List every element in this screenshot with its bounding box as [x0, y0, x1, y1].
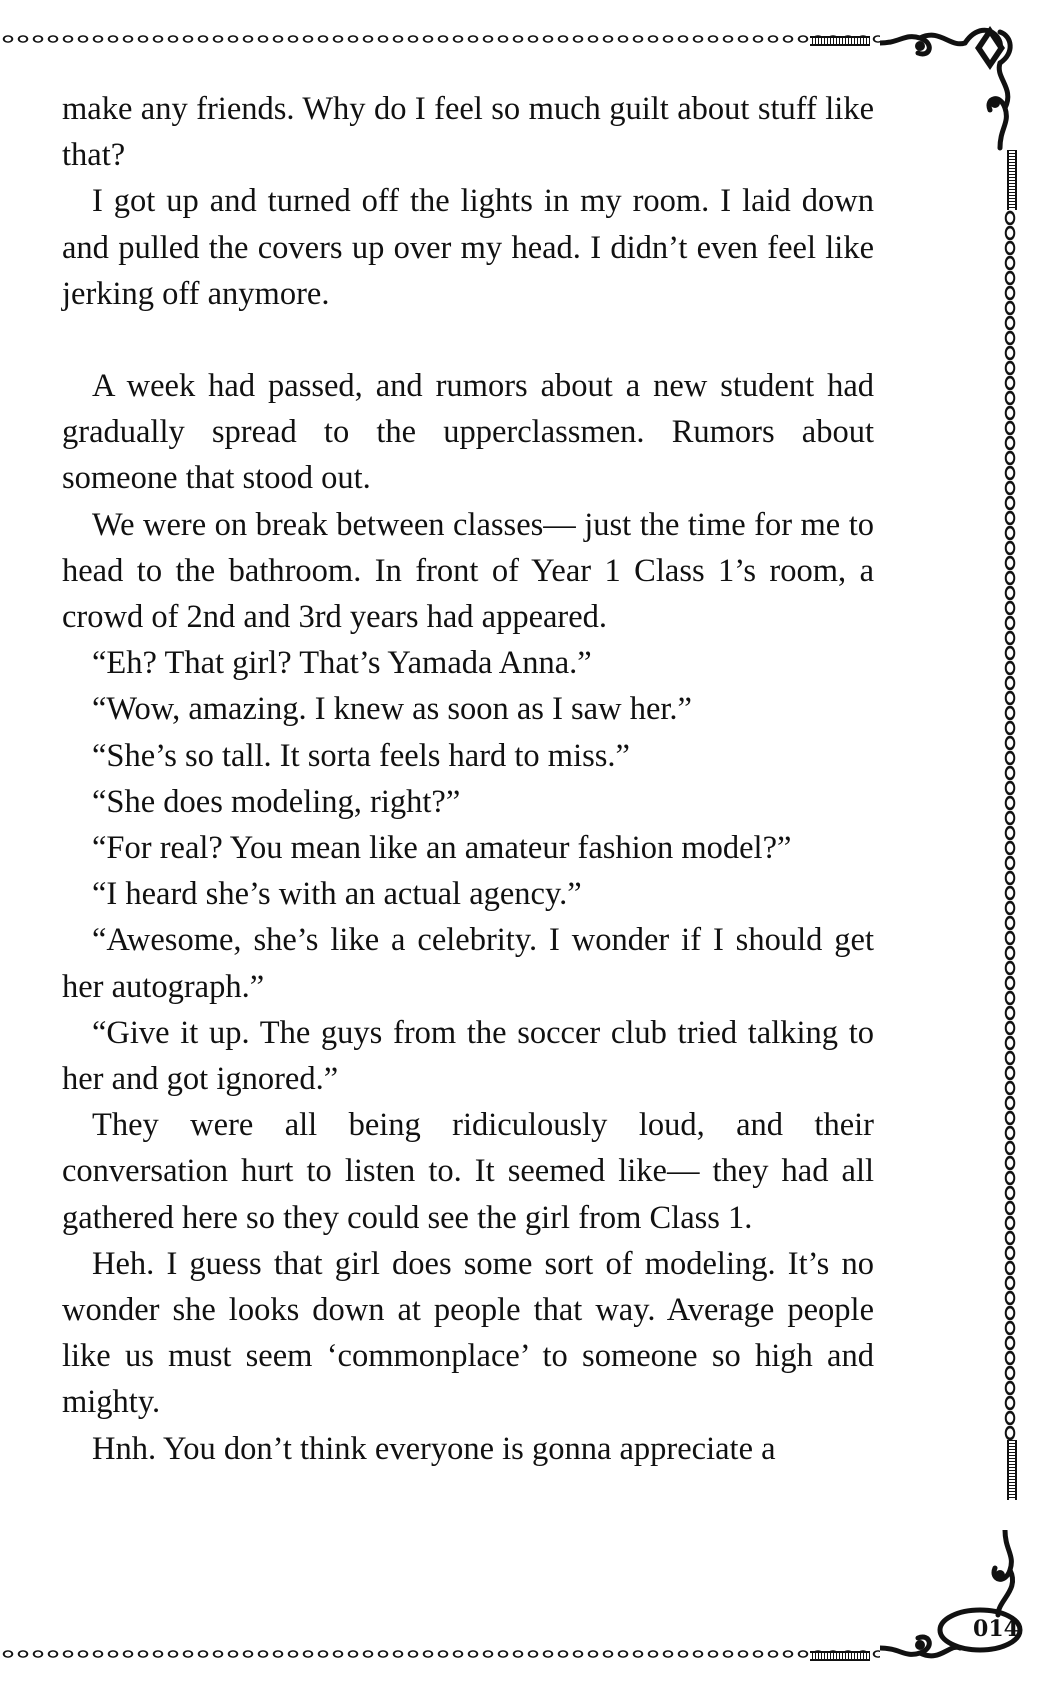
- scroll-corner-icon: [880, 1530, 1030, 1680]
- rod-ornament-right-bottom: [1007, 1440, 1017, 1500]
- rod-ornament-right-top: [1007, 150, 1017, 210]
- paragraph: “I heard she’s with an actual agency.”: [92, 876, 582, 913]
- paragraph: They were all being ridiculously loud, and their conversation hurt to listen to. It seemed like— they had all gathered here so they could see the girl from Class 1.: [62, 1107, 874, 1236]
- page-number: 014: [973, 1616, 1019, 1642]
- paragraph: “Awesome, she’s like a celebrity. I wonder if I should get her autograph.”: [62, 922, 874, 1005]
- paragraph: Heh. I guess that girl does some sort of modeling. It’s no wonder she looks down at people that way. Average people like us must seem ‘commonplace’ to someone so high and mighty.: [62, 1245, 874, 1421]
- chain-border-bottom: [0, 1648, 880, 1660]
- paragraph: “She’s so tall. It sorta feels hard to miss.”: [92, 737, 630, 774]
- paragraph: make any friends. Why do I feel so much guilt about stuff like that?: [62, 91, 874, 174]
- paragraph: “She does modeling, right?”: [92, 783, 461, 820]
- paragraph: “Eh? That girl? That’s Yamada Anna.”: [92, 645, 592, 682]
- paragraph: Hnh. You don’t think everyone is gonna appreciate a: [92, 1430, 776, 1467]
- paragraph: I got up and turned off the lights in my room. I laid down and pulled the covers up over my head. I didn’t even feel like jerking off anymore.: [62, 183, 874, 312]
- paragraph: “For real? You mean like an amateur fashion model?”: [92, 830, 792, 867]
- paragraph: We were on break between classes— just the time for me to head to the bathroom. In front of Year 1 Class 1’s room, a crowd of 2nd and 3rd years had appeared.: [62, 506, 874, 636]
- rod-ornament-top: [810, 36, 870, 46]
- paragraph: A week had passed, and rumors about a new student had gradually spread to the upperclassmen. Rumors about someone that stood out.: [62, 368, 874, 497]
- chain-border-right: [1004, 210, 1016, 1440]
- fleur-de-lis-corner-icon: [880, 8, 1030, 158]
- rod-ornament-bottom: [810, 1651, 870, 1661]
- paragraph: “Give it up. The guys from the soccer club tried talking to her and got ignored.”: [62, 1014, 874, 1098]
- body-text: [62, 86, 874, 1472]
- paragraph: “Wow, amazing. I knew as soon as I saw her.”: [92, 691, 692, 728]
- chain-border-top: [0, 33, 880, 45]
